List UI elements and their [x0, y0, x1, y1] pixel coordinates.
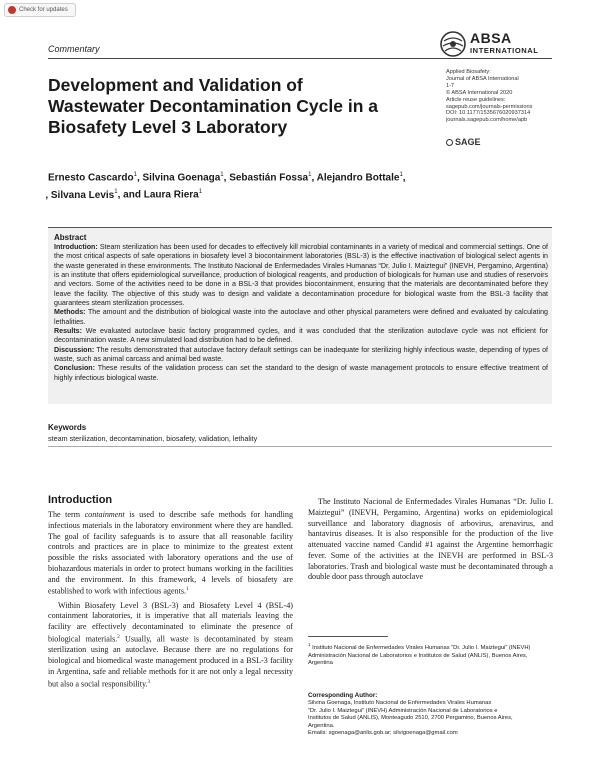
abstract-body	[54, 243, 548, 383]
journal-meta-line: Journal of ABSA International	[446, 75, 519, 82]
author-name: , Silvana Levis	[45, 189, 115, 201]
sage-logo	[446, 137, 481, 147]
abstract-label: Methods:	[54, 308, 86, 317]
journal-meta-line: © ABSA International 2020	[446, 89, 513, 96]
abstract-label: Conclusion:	[54, 364, 95, 373]
abstract-introduction: Introduction: Steam sterilization has been used for decades to effectively kill microbial contaminants in a variety of medical and commercial settings. One of the most critical aspects of safe operations in biosafety level 3 biocontainment laboratories (BSL-3) is the effective inactivation of biological select agents in the waste generated in these environments. The Instituto Nacional de Enfermedades Virales Humanas “Dr. Julio I. Maiztegui” (INEVH, Pergamino, Argentina) is an institute that offers epidemiological surveillance, production of biological reagents, and production of biologicals for human use and studies of reservoirs and vectors. Some of the activities need to be done in a BSL-3 that provides biocontainment, ensuring that the materials are decontaminated before they leave the facility. The objective of this study was to design and validate a decontamination procedure for biological waste from the BSL-3 facility that guarantees steam sterilization processes.	[54, 243, 548, 308]
body-column-right	[308, 497, 553, 583]
abstract-label: Discussion:	[54, 345, 95, 354]
reference-sup[interactable]: 1	[186, 587, 189, 593]
header-rule	[48, 58, 552, 59]
abstract-label: Introduction:	[54, 243, 98, 251]
author-affil-sup: 1	[198, 189, 203, 196]
abstract-label: Results:	[54, 327, 82, 336]
abstract-heading: Abstract	[54, 233, 87, 242]
crossmark-icon	[8, 6, 16, 14]
logo-sub: INTERNATIONAL	[470, 46, 539, 55]
body-column-left	[48, 510, 293, 690]
keywords-heading: Keywords	[48, 423, 87, 432]
section-label: Commentary	[48, 44, 100, 54]
sage-logo-icon	[446, 139, 453, 146]
affil-sup: 1	[308, 642, 311, 647]
journal-meta-line: 1-7	[446, 82, 455, 89]
journal-meta-line: Applied Biosafety:	[446, 69, 491, 75]
sage-logo-text: SAGE	[455, 137, 481, 147]
absa-logo	[438, 27, 558, 61]
journal-meta-line: Article reuse guidelines:	[446, 96, 506, 103]
body-paragraph: The Instituto Nacional de Enfermedades Virales Humanas “Dr. Julio I. Maiztegui” (INEVH, Pergamino, Argentina) works on epidemiological surveillance and laboratory diagnosis of arbovirus, arenavirus, and hantavirus diseases. It is also responsible for the production of the live attenuated vaccine named Candid #1 against the Argentine hemorrhagic fever. Some of the activities at the INEVH are performed in BSL-3 laboratories. Trash and biological waste must be decontaminated through a double door pass through autoclave	[308, 497, 553, 582]
corr-emails[interactable]: Emails: sgoenaga@anlis.gob.ar; silvigoenaga@gmail.com	[308, 730, 458, 737]
journal-meta-link[interactable]: journals.sagepub.com/home/apb	[446, 117, 528, 124]
abstract-conclusion: Conclusion: These results of the validation process can set the standard to the design of waste management protocols to ensure effective treatment of highly infectious biological waste.	[54, 364, 548, 382]
journal-meta-link[interactable]: sagepub.com/journals-permissions	[446, 103, 533, 110]
corr-line: Institutos de Salud (ANLIS), Monteagudo 2510, 2700 Pergamino, Buenos Aires,	[308, 715, 513, 722]
author-name: , Sebastián Fossa	[223, 172, 309, 184]
footnote-rule	[308, 636, 388, 637]
author-affil-sup: 1	[133, 172, 137, 178]
author-name: , Silvina Goenaga	[136, 172, 221, 184]
abstract-results: Results: We evaluated autoclave basic factory programmed cycles, and it was concluded that the sterilization autoclave cycle was not efficient for decontamination waste. A new simulated load distribution had to be defined.	[54, 327, 548, 345]
reference-sup[interactable]: 3	[147, 679, 151, 685]
corr-line: “Dr. Julio I. Maiztegui” (INEVH) Administración Nacional de Laboratorios e	[308, 707, 498, 714]
abstract-discussion: Discussion: The results demonstrated that autoclave factory default settings can be inadequate for sterilizing highly infectious waste, depending of types of waste, such as animal carcass and animal bed waste.	[54, 345, 548, 364]
journal-meta-doi[interactable]: DOI: 10.1177/1535676020937314	[446, 110, 531, 117]
check-for-updates-badge[interactable]	[4, 3, 76, 17]
author-affil-sup: 1	[114, 189, 118, 196]
logo-name: ABSA	[470, 30, 512, 46]
corresponding-author-details	[308, 700, 553, 738]
keywords-rule	[48, 446, 552, 447]
corr-line: Silvina Goenaga, Instituto Nacional de Enfermedades Virales Humanas	[308, 700, 492, 706]
journal-meta	[446, 69, 576, 124]
keywords-list: steam sterilization, decontamination, biosafety, validation, lethality	[48, 434, 258, 443]
author-affil-sup: 1	[308, 172, 312, 178]
author-name: , and Laura Riera	[117, 189, 199, 201]
introduction-heading: Introduction	[48, 494, 113, 506]
body-paragraph: The term containment is used to describe safe methods for handling infectious materials in the laboratory environment where they are handled. The goal of facility safeguards is to assure that all reasonable facility controls and practices are in place to minimize to the greatest extent possible the risks associated with laboratory operations and the use of biohazardous materials in order to protect humans working in the facilities and the environment. In this framework, 4 levels of biosafety are established to work with infectious agents.$^1$	[48, 510, 293, 596]
article-title: Development and Validation of Wastewater Decontamination Cycle in a Biosafety Level 3 Laboratory	[48, 75, 378, 137]
corresponding-author-heading: Corresponding Author:	[308, 692, 378, 699]
reference-sup[interactable]: 2	[117, 634, 120, 640]
check-for-updates-label: Check for updates	[19, 7, 68, 13]
author-affil-sup: 1	[220, 172, 224, 178]
author-list	[45, 168, 548, 203]
author-name: Ernesto Cascardo	[48, 172, 134, 184]
author-name: , Alejandro Bottale	[311, 172, 400, 184]
author-separator: ,	[402, 172, 406, 184]
corr-line: Argentina.	[308, 722, 335, 729]
absa-globe-icon	[438, 29, 468, 59]
body-paragraph: Within Biosafety Level 3 (BSL-3) and Biosafety Level 4 (BSL-4) containment laboratories, it is imperative that all materials leaving the facility are effectively decontaminated to eliminate the presence of biological materials.$^2$ Usually, all waste is decontaminated by steam sterilization using an autoclave. Because there are no regulations for biological and biomedical waste management produced in a BSL-3 facility in Argentina, safe and reliable methods for it are not only a legal necessity but also a social responsibility.$^3$	[48, 600, 294, 689]
abstract-methods: Methods: The amount and the distribution of biological waste into the autoclave and other physical parameters were defined and evaluated by calculating lethalities.	[54, 308, 548, 326]
author-affil-sup: 1	[399, 172, 403, 178]
affiliation-footnote: $^1$ Instituto Nacional de Enfermedades Virales Humanas “Dr. Julio I. Maiztegui” (INEVH) Administración Nacional de Laboratorios e Institutos de Salud (ANLIS), Buenos Aires, Argentina	[308, 642, 531, 667]
emphasis: containment	[84, 510, 125, 519]
